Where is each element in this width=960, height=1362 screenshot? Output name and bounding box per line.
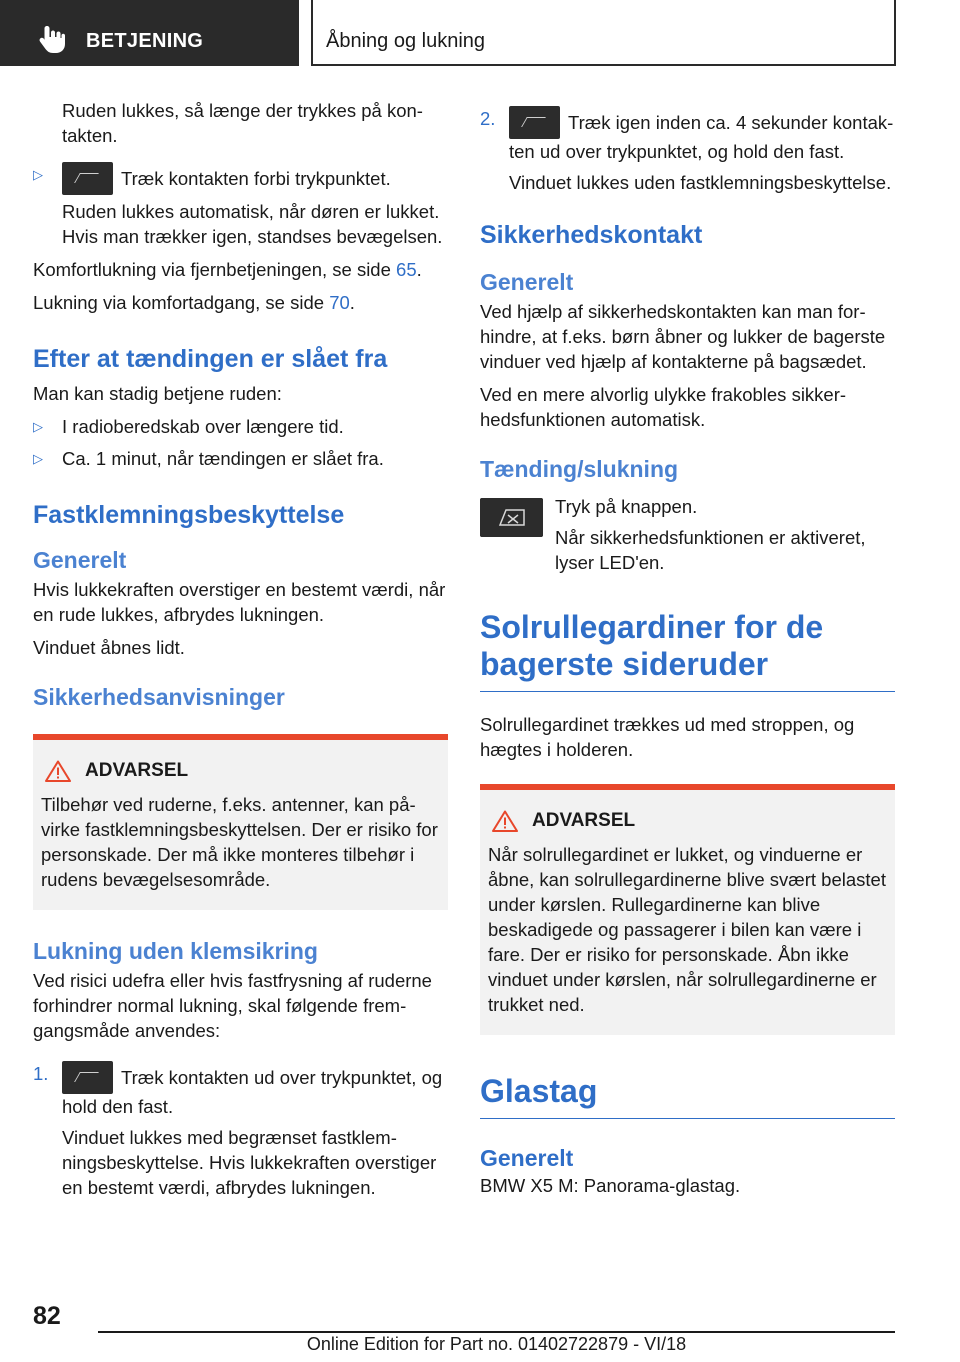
- bullet-marker: ▷: [33, 167, 43, 182]
- warning-box: [33, 734, 448, 910]
- page-link[interactable]: 70: [329, 292, 350, 313]
- list-item-text: Træk igen inden ca. 4 sekunder kontakten ud over trykpunktet, og hold den fast.: [509, 112, 894, 162]
- footer-edition: Online Edition for Part no. 01402722879 - VI/18: [306, 1334, 687, 1354]
- subheading: Generelt: [480, 269, 574, 295]
- text: .: [416, 259, 422, 280]
- page-number: 82: [33, 1302, 61, 1330]
- list-item: [33, 414, 448, 439]
- text: .: [349, 292, 355, 313]
- text: Lukning via komfortadgang, se side: [33, 292, 330, 313]
- list-item: [33, 1061, 448, 1119]
- page-title: Åbning og lukning: [326, 30, 486, 52]
- warning-triangle-icon: [492, 810, 518, 832]
- bullet-marker: ▷: [33, 451, 43, 466]
- warning-box: [480, 784, 895, 1035]
- hand-icon: [38, 24, 66, 54]
- list-item-text: Træk kontakten ud over trykpunktet, og hold den fast.: [62, 1067, 443, 1117]
- warning-header: [488, 810, 887, 832]
- subheading: Generelt: [480, 1145, 574, 1171]
- window-switch-icon: [62, 1061, 113, 1094]
- paragraph: Tryk på knappen.: [555, 496, 698, 517]
- bullet-marker: ▷: [33, 419, 43, 434]
- safety-switch-row: [480, 494, 895, 575]
- paragraph: Solrullegardinet trækkes ud med stroppen, og hægtes i holderen.: [480, 714, 855, 760]
- list-item: [33, 162, 448, 195]
- subheading: Sikkerhedsanvisninger: [33, 684, 285, 710]
- paragraph: Vinduet åbnes lidt.: [33, 637, 185, 658]
- paragraph: Vinduet lukkes uden fastklemningsbeskyttelse.: [509, 172, 892, 193]
- paragraph: Når sikkerhedsfunktionen er aktiveret, lyser LED'en.: [555, 527, 866, 573]
- list-item: [480, 106, 895, 164]
- list-item-text: Ca. 1 minut, når tændingen er slået fra.: [62, 448, 384, 469]
- paragraph: Ruden lukkes automatisk, når døren er lukket. Hvis man trækker igen, standses bevægelsen.: [62, 201, 443, 247]
- paragraph: Ved en mere alvorlig ulykke frakobles sikkerhedsfunktionen automatisk.: [480, 384, 847, 430]
- list-item-text: I radioberedskab over længere tid.: [62, 416, 344, 437]
- paragraph: [33, 290, 448, 315]
- warning-title: ADVARSEL: [85, 760, 189, 781]
- page-link[interactable]: 65: [396, 259, 417, 280]
- subheading: Lukning uden klemsikring: [33, 938, 318, 964]
- paragraph: Ved risici udefra eller hvis fastfrysning af ruderne forhindrer normal lukning, skal følgende fremgangsmåde anvendes:: [33, 970, 432, 1041]
- warning-text: Når solrullegardinet er lukket, og vinduerne er åbne, kan solrullegardinerne blive svært belastet under kørslen. Rullegardinerne kan blive beskadigede og passagerer i bilen kan være i fare. Der er risiko for personskade. Åbn ikke vinduet under kørslen, når solrullegardinerne er trukket ned.: [488, 844, 886, 1015]
- text: Komfortlukning via fjernbetjeningen, se side: [33, 259, 397, 280]
- subheading: Generelt: [33, 547, 127, 573]
- subheading: Tænding/slukning: [480, 456, 679, 482]
- window-switch-icon: [509, 106, 560, 139]
- heading: Efter at tændingen er slået fra: [33, 345, 388, 373]
- safety-switch-icon: [480, 498, 543, 537]
- chapter-heading: Solrullegardiner for de bagerste sideruder: [480, 609, 895, 692]
- warning-text: Tilbehør ved ruderne, f.eks. antenner, kan påvirke fastklemningsbeskyttelsen. Der er risiko for personskade. Der må ikke monteres tilbehør i rudens bevægelsesområde.: [41, 794, 438, 890]
- paragraph: Vinduet lukkes med begrænset fastklemningsbeskyttelse. Hvis lukkekraften overstiger en bestemt værdi, afbrydes lukningen.: [62, 1127, 437, 1198]
- warning-triangle-icon: [45, 760, 71, 782]
- paragraph: Ruden lukkes, så længe der trykkes på kontakten.: [62, 100, 423, 146]
- right-column: [480, 98, 895, 1198]
- paragraph: Hvis lukkekraften overstiger en bestemt værdi, når en rude lukkes, afbrydes lukningen.: [33, 579, 446, 625]
- step-number: 2.: [480, 108, 496, 129]
- list-item: [33, 446, 448, 471]
- heading: Sikkerhedskontakt: [480, 221, 703, 249]
- paragraph: Man kan stadig betjene ruden:: [33, 383, 282, 404]
- chapter-heading: Glastag: [480, 1073, 895, 1119]
- paragraph: [33, 257, 448, 282]
- list-item-text: Træk kontakten forbi trykpunktet.: [121, 168, 391, 189]
- paragraph: Ved hjælp af sikkerhedskontakten kan man forhindre, at f.eks. børn åbner og lukker de bagerste vinduer ved hjælp af kontakterne på bagsædet.: [480, 301, 886, 372]
- warning-header: [41, 760, 440, 782]
- header-section-label: BETJENING: [86, 30, 204, 52]
- heading: Fastklemningsbeskyttelse: [33, 501, 345, 529]
- step-number: 1.: [33, 1063, 49, 1084]
- left-column: [33, 98, 448, 1200]
- warning-title: ADVARSEL: [532, 810, 636, 831]
- header-section-bar: [0, 0, 299, 66]
- paragraph: BMW X5 M: Panorama-glastag.: [480, 1175, 741, 1196]
- window-switch-icon: [62, 162, 113, 195]
- footer-divider: [98, 1331, 895, 1333]
